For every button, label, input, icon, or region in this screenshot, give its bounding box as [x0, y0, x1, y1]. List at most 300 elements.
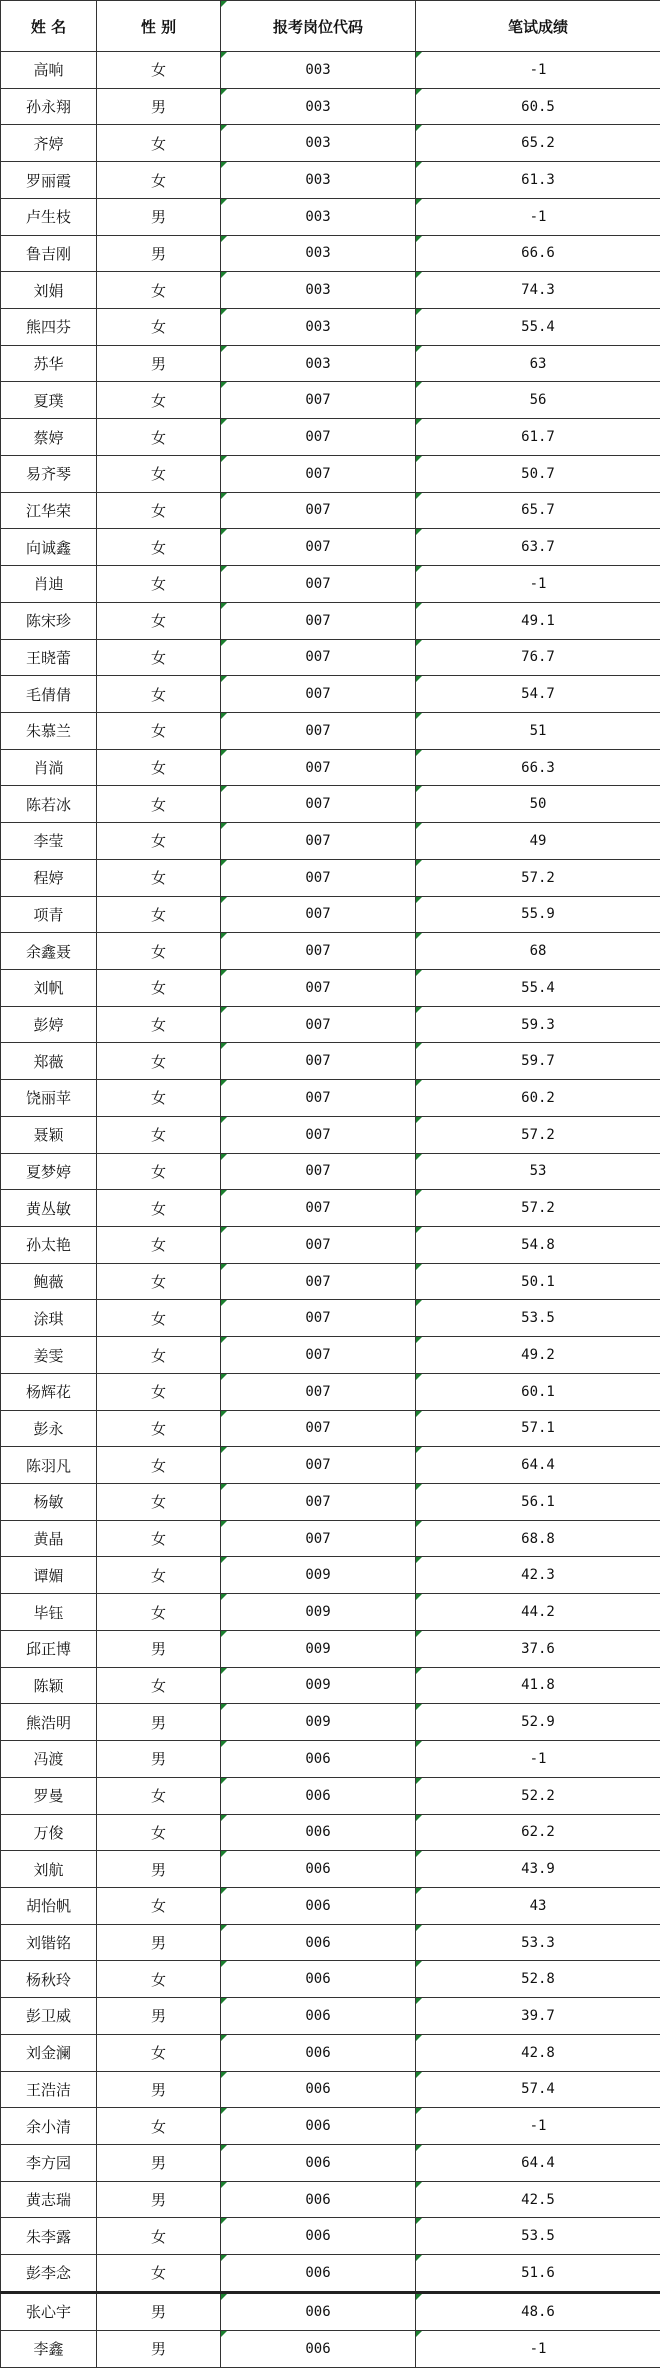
cell-gender: 男 — [97, 2144, 221, 2181]
cell-gender: 女 — [97, 272, 221, 309]
table-row — [1, 455, 660, 492]
cell-name: 夏璞 — [1, 382, 97, 419]
cell-gender: 女 — [97, 859, 221, 896]
cell-gender: 女 — [97, 1814, 221, 1851]
cell-name: 江华荣 — [1, 492, 97, 529]
table-row — [1, 2034, 660, 2071]
table-row — [1, 235, 660, 272]
cell-name: 向诚鑫 — [1, 529, 97, 566]
cell-position-code: 007 — [221, 529, 416, 566]
cell-position-code: 007 — [221, 969, 416, 1006]
cell-name: 邱正博 — [1, 1630, 97, 1667]
cell-score: 41.8 — [416, 1667, 660, 1704]
cell-gender: 男 — [97, 198, 221, 235]
cell-position-code: 003 — [221, 162, 416, 199]
cell-position-code: 007 — [221, 419, 416, 456]
cell-position-code: 007 — [221, 1153, 416, 1190]
cell-position-code: 007 — [221, 455, 416, 492]
cell-name: 陈若冰 — [1, 786, 97, 823]
cell-position-code: 007 — [221, 1190, 416, 1227]
cell-name: 齐婷 — [1, 125, 97, 162]
table-row — [1, 1447, 660, 1484]
cell-name: 肖迪 — [1, 566, 97, 603]
table-row — [1, 1300, 660, 1337]
cell-position-code: 006 — [221, 1961, 416, 1998]
cell-gender: 女 — [97, 1006, 221, 1043]
cell-name: 刘娟 — [1, 272, 97, 309]
cell-score: 60.2 — [416, 1080, 660, 1117]
cell-gender: 男 — [97, 2181, 221, 2218]
cell-name: 彭婷 — [1, 1006, 97, 1043]
cell-name: 刘锴铭 — [1, 1924, 97, 1961]
cell-score: 54.8 — [416, 1227, 660, 1264]
cell-gender: 女 — [97, 1080, 221, 1117]
table-row — [1, 1116, 660, 1153]
table-row — [1, 1080, 660, 1117]
cell-gender: 女 — [97, 639, 221, 676]
cell-position-code: 007 — [221, 1043, 416, 1080]
table-row — [1, 1373, 660, 1410]
cell-score: 42.5 — [416, 2181, 660, 2218]
cell-name: 刘金澜 — [1, 2034, 97, 2071]
cell-name: 孙太艳 — [1, 1227, 97, 1264]
cell-gender: 女 — [97, 1410, 221, 1447]
header-name: 姓 名 — [1, 1, 97, 52]
cell-gender: 男 — [97, 2071, 221, 2108]
cell-position-code: 006 — [221, 1887, 416, 1924]
table-row — [1, 1851, 660, 1888]
cell-score: 43 — [416, 1887, 660, 1924]
cell-name: 朱慕兰 — [1, 712, 97, 749]
cell-score: 66.3 — [416, 749, 660, 786]
cell-gender: 女 — [97, 566, 221, 603]
cell-gender: 女 — [97, 676, 221, 713]
cell-score: 49.2 — [416, 1337, 660, 1374]
cell-position-code: 007 — [221, 1300, 416, 1337]
cell-gender: 女 — [97, 602, 221, 639]
cell-gender: 男 — [97, 235, 221, 272]
cell-gender: 女 — [97, 896, 221, 933]
table-row — [1, 492, 660, 529]
cell-name: 饶丽苹 — [1, 1080, 97, 1117]
table-row — [1, 1594, 660, 1631]
cell-score: 53 — [416, 1153, 660, 1190]
table-row — [1, 419, 660, 456]
cell-score: 44.2 — [416, 1594, 660, 1631]
cell-position-code: 009 — [221, 1704, 416, 1741]
table-row — [1, 309, 660, 346]
header-row — [1, 1, 660, 52]
table-row — [1, 1043, 660, 1080]
cell-name: 毕钰 — [1, 1594, 97, 1631]
cell-score: 53.3 — [416, 1924, 660, 1961]
cell-score: 66.6 — [416, 235, 660, 272]
table-row — [1, 1924, 660, 1961]
cell-position-code: 007 — [221, 1227, 416, 1264]
table-row — [1, 749, 660, 786]
table-row — [1, 162, 660, 199]
cell-position-code: 003 — [221, 309, 416, 346]
cell-position-code: 007 — [221, 1410, 416, 1447]
cell-gender: 女 — [97, 786, 221, 823]
cell-gender: 女 — [97, 1777, 221, 1814]
cell-position-code: 007 — [221, 566, 416, 603]
cell-score: 48.6 — [416, 2292, 660, 2330]
cell-position-code: 007 — [221, 1116, 416, 1153]
table-row — [1, 1961, 660, 1998]
cell-gender: 女 — [97, 1263, 221, 1300]
cell-score: 59.7 — [416, 1043, 660, 1080]
cell-gender: 女 — [97, 1447, 221, 1484]
cell-gender: 女 — [97, 1887, 221, 1924]
cell-position-code: 006 — [221, 2292, 416, 2330]
cell-position-code: 009 — [221, 1594, 416, 1631]
cell-score: 37.6 — [416, 1630, 660, 1667]
cell-name: 彭卫威 — [1, 1998, 97, 2035]
cell-score: -1 — [416, 2330, 660, 2367]
cell-name: 杨敏 — [1, 1484, 97, 1521]
cell-position-code: 006 — [221, 2108, 416, 2145]
table-row — [1, 712, 660, 749]
cell-gender: 女 — [97, 52, 221, 89]
cell-name: 涂琪 — [1, 1300, 97, 1337]
cell-position-code: 006 — [221, 1924, 416, 1961]
cell-name: 张心宇 — [1, 2292, 97, 2330]
cell-position-code: 006 — [221, 1998, 416, 2035]
table-row — [1, 969, 660, 1006]
table-row — [1, 1520, 660, 1557]
cell-gender: 女 — [97, 1667, 221, 1704]
cell-position-code: 007 — [221, 602, 416, 639]
cell-position-code: 006 — [221, 2330, 416, 2367]
cell-name: 陈宋珍 — [1, 602, 97, 639]
table-row — [1, 786, 660, 823]
cell-gender: 男 — [97, 2292, 221, 2330]
cell-name: 肖淌 — [1, 749, 97, 786]
cell-name: 杨辉花 — [1, 1373, 97, 1410]
cell-position-code: 007 — [221, 382, 416, 419]
cell-name: 郑薇 — [1, 1043, 97, 1080]
cell-gender: 女 — [97, 1594, 221, 1631]
cell-gender: 女 — [97, 309, 221, 346]
cell-position-code: 003 — [221, 235, 416, 272]
cell-name: 李鑫 — [1, 2330, 97, 2367]
cell-score: 68.8 — [416, 1520, 660, 1557]
table-row — [1, 1557, 660, 1594]
cell-name: 罗丽霞 — [1, 162, 97, 199]
cell-name: 余小清 — [1, 2108, 97, 2145]
cell-name: 熊浩明 — [1, 1704, 97, 1741]
cell-score: 52.8 — [416, 1961, 660, 1998]
table-row — [1, 1777, 660, 1814]
cell-name: 谭媚 — [1, 1557, 97, 1594]
cell-name: 杨秋玲 — [1, 1961, 97, 1998]
table-row — [1, 2108, 660, 2145]
cell-score: 51 — [416, 712, 660, 749]
cell-position-code: 007 — [221, 859, 416, 896]
cell-score: 49.1 — [416, 602, 660, 639]
cell-position-code: 007 — [221, 1520, 416, 1557]
cell-score: 59.3 — [416, 1006, 660, 1043]
table-row — [1, 2255, 660, 2293]
cell-name: 程婷 — [1, 859, 97, 896]
table-row — [1, 1667, 660, 1704]
cell-score: 42.3 — [416, 1557, 660, 1594]
cell-gender: 女 — [97, 382, 221, 419]
table-row — [1, 1153, 660, 1190]
cell-gender: 女 — [97, 1520, 221, 1557]
cell-position-code: 006 — [221, 2034, 416, 2071]
cell-gender: 女 — [97, 529, 221, 566]
cell-position-code: 007 — [221, 1373, 416, 1410]
cell-name: 黄志瑞 — [1, 2181, 97, 2218]
cell-position-code: 006 — [221, 2071, 416, 2108]
cell-gender: 女 — [97, 162, 221, 199]
cell-position-code: 003 — [221, 345, 416, 382]
table-row — [1, 1741, 660, 1778]
cell-name: 刘航 — [1, 1851, 97, 1888]
cell-gender: 女 — [97, 2255, 221, 2293]
cell-score: 65.2 — [416, 125, 660, 162]
cell-score: 50.1 — [416, 1263, 660, 1300]
cell-gender: 女 — [97, 419, 221, 456]
cell-name: 苏华 — [1, 345, 97, 382]
cell-score: -1 — [416, 566, 660, 603]
table-row — [1, 2181, 660, 2218]
cell-score: 61.7 — [416, 419, 660, 456]
cell-name: 熊四芬 — [1, 309, 97, 346]
cell-score: 39.7 — [416, 1998, 660, 2035]
header-gender: 性 别 — [97, 1, 221, 52]
cell-gender: 女 — [97, 1557, 221, 1594]
table-row — [1, 88, 660, 125]
table-row — [1, 382, 660, 419]
cell-gender: 男 — [97, 2330, 221, 2367]
cell-gender: 女 — [97, 2218, 221, 2255]
table-row — [1, 198, 660, 235]
cell-score: 50.7 — [416, 455, 660, 492]
cell-gender: 女 — [97, 1300, 221, 1337]
cell-gender: 女 — [97, 1043, 221, 1080]
cell-name: 孙永翔 — [1, 88, 97, 125]
cell-position-code: 006 — [221, 1741, 416, 1778]
cell-position-code: 003 — [221, 198, 416, 235]
table-row — [1, 1337, 660, 1374]
cell-score: 56 — [416, 382, 660, 419]
table-row — [1, 859, 660, 896]
cell-name: 蔡婷 — [1, 419, 97, 456]
cell-gender: 女 — [97, 1337, 221, 1374]
cell-position-code: 009 — [221, 1557, 416, 1594]
cell-name: 高响 — [1, 52, 97, 89]
cell-position-code: 007 — [221, 1263, 416, 1300]
table-row — [1, 2330, 660, 2367]
cell-score: 55.4 — [416, 969, 660, 1006]
cell-position-code: 007 — [221, 1447, 416, 1484]
table-row — [1, 125, 660, 162]
cell-score: 55.4 — [416, 309, 660, 346]
cell-score: 50 — [416, 786, 660, 823]
table-row — [1, 1998, 660, 2035]
cell-position-code: 007 — [221, 1484, 416, 1521]
cell-score: 52.2 — [416, 1777, 660, 1814]
cell-position-code: 007 — [221, 933, 416, 970]
cell-score: 57.2 — [416, 1190, 660, 1227]
cell-gender: 女 — [97, 712, 221, 749]
cell-name: 陈颖 — [1, 1667, 97, 1704]
cell-score: 65.7 — [416, 492, 660, 529]
cell-name: 王晓蕾 — [1, 639, 97, 676]
table-row — [1, 2218, 660, 2255]
cell-score: 60.5 — [416, 88, 660, 125]
cell-gender: 女 — [97, 492, 221, 529]
table-row — [1, 933, 660, 970]
cell-name: 李莹 — [1, 823, 97, 860]
cell-gender: 女 — [97, 933, 221, 970]
cell-score: 57.1 — [416, 1410, 660, 1447]
cell-gender: 男 — [97, 1630, 221, 1667]
cell-position-code: 007 — [221, 676, 416, 713]
cell-position-code: 003 — [221, 125, 416, 162]
cell-score: 51.6 — [416, 2255, 660, 2293]
cell-gender: 女 — [97, 1227, 221, 1264]
header-position-code: 报考岗位代码 — [221, 1, 416, 52]
cell-score: 56.1 — [416, 1484, 660, 1521]
table-row — [1, 2144, 660, 2181]
table-row — [1, 823, 660, 860]
cell-position-code: 006 — [221, 2218, 416, 2255]
cell-position-code: 009 — [221, 1630, 416, 1667]
cell-position-code: 006 — [221, 2144, 416, 2181]
cell-gender: 女 — [97, 2034, 221, 2071]
cell-gender: 男 — [97, 1924, 221, 1961]
cell-name: 王浩洁 — [1, 2071, 97, 2108]
cell-position-code: 007 — [221, 492, 416, 529]
table-row — [1, 2292, 660, 2330]
table-row — [1, 1410, 660, 1447]
table-row — [1, 345, 660, 382]
cell-name: 黄丛敏 — [1, 1190, 97, 1227]
cell-gender: 女 — [97, 1153, 221, 1190]
cell-gender: 男 — [97, 345, 221, 382]
cell-score: 52.9 — [416, 1704, 660, 1741]
cell-score: 42.8 — [416, 2034, 660, 2071]
cell-gender: 男 — [97, 1741, 221, 1778]
table-row — [1, 1887, 660, 1924]
header-score: 笔试成绩 — [416, 1, 660, 52]
cell-name: 万俊 — [1, 1814, 97, 1851]
cell-position-code: 006 — [221, 2255, 416, 2293]
cell-score: 74.3 — [416, 272, 660, 309]
table-row — [1, 272, 660, 309]
cell-score: -1 — [416, 52, 660, 89]
cell-gender: 女 — [97, 1190, 221, 1227]
table-row — [1, 1630, 660, 1667]
cell-score: 57.2 — [416, 1116, 660, 1153]
cell-score: 61.3 — [416, 162, 660, 199]
cell-score: 49 — [416, 823, 660, 860]
cell-score: 63.7 — [416, 529, 660, 566]
cell-gender: 男 — [97, 1851, 221, 1888]
table-row — [1, 1227, 660, 1264]
cell-name: 罗曼 — [1, 1777, 97, 1814]
cell-name: 李方园 — [1, 2144, 97, 2181]
cell-score: 57.4 — [416, 2071, 660, 2108]
cell-score: 64.4 — [416, 1447, 660, 1484]
cell-score: -1 — [416, 198, 660, 235]
cell-name: 夏梦婷 — [1, 1153, 97, 1190]
cell-position-code: 007 — [221, 1337, 416, 1374]
cell-score: 76.7 — [416, 639, 660, 676]
cell-gender: 女 — [97, 1373, 221, 1410]
table-row — [1, 1814, 660, 1851]
cell-name: 卢生枝 — [1, 198, 97, 235]
cell-name: 黄晶 — [1, 1520, 97, 1557]
cell-gender: 女 — [97, 455, 221, 492]
cell-name: 冯渡 — [1, 1741, 97, 1778]
cell-name: 余鑫聂 — [1, 933, 97, 970]
cell-position-code: 006 — [221, 2181, 416, 2218]
cell-name: 鲍薇 — [1, 1263, 97, 1300]
table-row — [1, 676, 660, 713]
cell-name: 朱李露 — [1, 2218, 97, 2255]
cell-position-code: 007 — [221, 1006, 416, 1043]
cell-position-code: 006 — [221, 1777, 416, 1814]
cell-position-code: 006 — [221, 1814, 416, 1851]
table-row — [1, 1263, 660, 1300]
cell-position-code: 007 — [221, 639, 416, 676]
table-row — [1, 52, 660, 89]
cell-gender: 女 — [97, 1961, 221, 1998]
cell-position-code: 003 — [221, 272, 416, 309]
cell-gender: 女 — [97, 969, 221, 1006]
cell-gender: 男 — [97, 1998, 221, 2035]
cell-score: 63 — [416, 345, 660, 382]
cell-score: 43.9 — [416, 1851, 660, 1888]
cell-score: 64.4 — [416, 2144, 660, 2181]
cell-score: 53.5 — [416, 1300, 660, 1337]
table-row — [1, 602, 660, 639]
cell-score: 57.2 — [416, 859, 660, 896]
cell-gender: 男 — [97, 88, 221, 125]
cell-gender: 女 — [97, 823, 221, 860]
cell-position-code: 007 — [221, 749, 416, 786]
cell-score: 55.9 — [416, 896, 660, 933]
cell-name: 陈羽凡 — [1, 1447, 97, 1484]
cell-name: 鲁吉刚 — [1, 235, 97, 272]
cell-name: 彭李念 — [1, 2255, 97, 2293]
cell-gender: 男 — [97, 1704, 221, 1741]
cell-position-code: 007 — [221, 786, 416, 823]
cell-name: 胡怡帆 — [1, 1887, 97, 1924]
table-row — [1, 1006, 660, 1043]
cell-name: 项青 — [1, 896, 97, 933]
cell-position-code: 007 — [221, 896, 416, 933]
cell-position-code: 007 — [221, 712, 416, 749]
cell-position-code: 007 — [221, 1080, 416, 1117]
table-row — [1, 1190, 660, 1227]
cell-score: 68 — [416, 933, 660, 970]
cell-gender: 女 — [97, 749, 221, 786]
cell-score: 53.5 — [416, 2218, 660, 2255]
cell-gender: 女 — [97, 2108, 221, 2145]
table-row — [1, 2071, 660, 2108]
cell-score: -1 — [416, 2108, 660, 2145]
table-row — [1, 639, 660, 676]
cell-gender: 女 — [97, 125, 221, 162]
cell-position-code: 003 — [221, 52, 416, 89]
cell-name: 毛倩倩 — [1, 676, 97, 713]
